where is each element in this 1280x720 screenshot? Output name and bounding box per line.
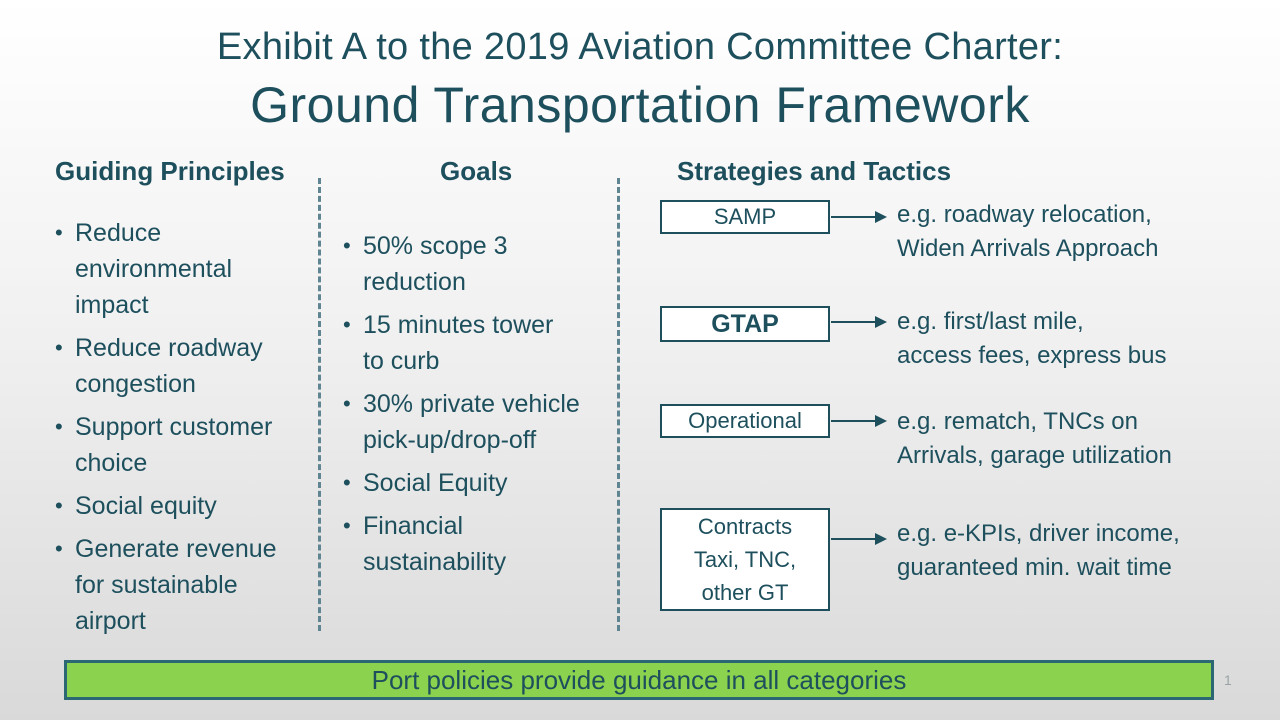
bullet-icon: • <box>55 220 63 245</box>
principle-item <box>55 488 310 524</box>
footer-banner: Port policies provide guidance in all categories <box>64 660 1214 700</box>
principle-item <box>55 531 310 639</box>
arrow-right-icon <box>831 532 887 546</box>
arrow-right-icon <box>831 414 887 428</box>
goal-item <box>343 465 608 501</box>
goal-item-text: 30% private vehicle <box>363 390 580 418</box>
goal-item-text: pick-up/drop-off <box>363 426 537 454</box>
goal-item-text: 15 minutes tower <box>363 311 554 339</box>
strategy-description-line: e.g. roadway relocation, <box>897 201 1152 228</box>
principle-item <box>55 215 310 323</box>
strategy-box <box>660 306 830 342</box>
strategy-description-line: guaranteed min. wait time <box>897 554 1172 581</box>
principle-item <box>55 330 310 402</box>
principle-item-text: impact <box>75 291 149 319</box>
strategy-description-line: Widen Arrivals Approach <box>897 235 1159 262</box>
goal-item-text: Financial <box>363 512 464 540</box>
title-line-1: Exhibit A to the 2019 Aviation Committee Charter: <box>216 26 1064 68</box>
principle-item-text: Social equity <box>75 492 217 520</box>
title-line-2: Ground Transportation Framework <box>250 77 1030 133</box>
goal-item <box>343 307 608 379</box>
principle-item-text: airport <box>75 607 146 635</box>
column-divider-1 <box>318 178 321 631</box>
column-divider-2 <box>617 178 620 631</box>
strategies-heading: Strategies and Tactics <box>677 156 952 186</box>
goal-item <box>343 386 608 458</box>
principle-item-text: congestion <box>75 370 196 398</box>
principle-item-text: choice <box>75 449 148 477</box>
principle-item-text: for sustainable <box>75 571 238 599</box>
strategy-box-label: GTAP <box>711 310 779 338</box>
arrow-right-icon <box>831 210 887 224</box>
bullet-icon: • <box>55 536 63 561</box>
bullet-icon: • <box>55 335 63 360</box>
strategy-description-line: e.g. e-KPIs, driver income, <box>897 520 1180 547</box>
strategy-description-line: e.g. rematch, TNCs on <box>897 408 1138 435</box>
bullet-icon: • <box>343 233 351 258</box>
strategy-box <box>660 404 830 438</box>
principle-item-text: Reduce <box>75 219 162 247</box>
strategy-box <box>660 508 830 611</box>
principle-item-text: Generate revenue <box>75 535 277 563</box>
bullet-icon: • <box>55 493 63 518</box>
bullet-icon: • <box>343 391 351 416</box>
strategy-box-label: Operational <box>688 408 802 433</box>
principle-item <box>55 409 310 481</box>
goal-item-text: sustainability <box>363 548 507 576</box>
goal-item <box>343 228 608 300</box>
strategy-box-label: SAMP <box>713 204 777 229</box>
strategy-description <box>897 517 1180 585</box>
bullet-icon: • <box>55 414 63 439</box>
strategy-box-label: other GT <box>701 580 789 605</box>
strategy-description-line: access fees, express bus <box>897 342 1167 369</box>
goal-item-text: 50% scope 3 <box>363 232 508 260</box>
strategy-box-label: Taxi, TNC, <box>693 547 797 572</box>
page-number: 1 <box>1224 672 1232 688</box>
strategy-description <box>897 198 1158 266</box>
strategy-description <box>897 405 1172 473</box>
goal-item <box>343 508 608 580</box>
goals-list <box>343 228 608 587</box>
bullet-icon: • <box>343 312 351 337</box>
strategy-description-line: Arrivals, garage utilization <box>897 442 1172 469</box>
bullet-icon: • <box>343 513 351 538</box>
goal-item-text: to curb <box>363 347 440 375</box>
strategy-box-label: Contracts <box>697 514 793 539</box>
goals-heading: Goals <box>440 156 513 186</box>
bullet-icon: • <box>343 470 351 495</box>
strategy-description-line: e.g. first/last mile, <box>897 308 1084 335</box>
principles-heading: Guiding Principles <box>55 156 285 186</box>
principles-list <box>55 215 310 646</box>
goal-item-text: Social Equity <box>363 469 508 497</box>
principle-item-text: environmental <box>75 255 233 283</box>
principle-item-text: Reduce roadway <box>75 334 263 362</box>
goal-item-text: reduction <box>363 268 466 296</box>
principle-item-text: Support customer <box>75 413 273 441</box>
strategy-description <box>897 305 1166 373</box>
arrow-right-icon <box>831 315 887 329</box>
strategy-box <box>660 200 830 234</box>
